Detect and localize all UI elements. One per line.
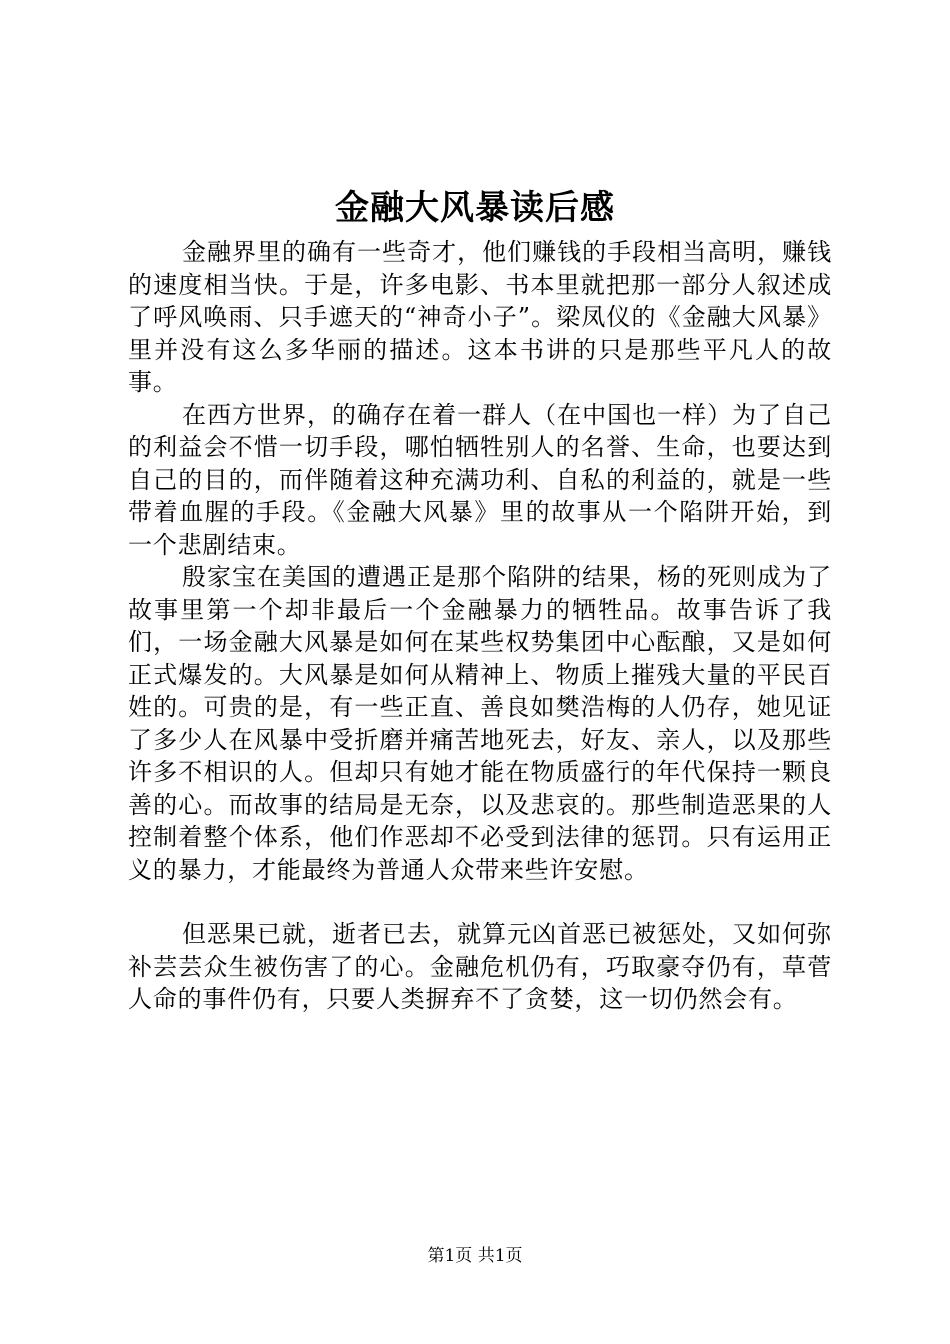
paragraph-4: 但恶果已就，逝者已去，就算元凶首恶已被惩处，又如何弥补芸芸众生被伤害了的心。金融危机仍有，巧取豪夺仍有，草菅人命的事件仍有，只要人类摒弃不了贪婪，这一切仍然会有。 <box>128 920 832 1013</box>
paragraph-1: 金融界里的确有一些奇才，他们赚钱的手段相当高明，赚钱的速度相当快。于是，许多电影、书本里就把那一部分人叙述成了呼风唤雨、只手遮天的“神奇小子”。梁凤仪的《金融大风暴》里并没有这么多华丽的描述。这本书讲的只是那些平凡人的故事。 <box>128 238 832 396</box>
page-footer: 第1页 共1页 <box>427 1246 523 1266</box>
paragraph-spacer <box>128 886 832 918</box>
paragraph-2: 在西方世界，的确存在着一群人（在中国也一样）为了自己的利益会不惜一切手段，哪怕牺牲别人的名誉、生命，也要达到自己的目的，而伴随着这种充满功利、自私的利益的，就是一些带着血腥的手段。《金融大风暴》里的故事从一个陷阱开始，到一个悲剧结束。 <box>128 400 832 559</box>
document-title: 金融大风暴读后感 <box>335 188 615 228</box>
paragraph-3: 殷家宝在美国的遭遇正是那个陷阱的结果，杨的死则成为了故事里第一个却非最后一个金融暴力的牺牲品。故事告诉了我们，一场金融大风暴是如何在某些权势集团中心酝酿，又是如何正式爆发的。大风暴是如何从精神上、物质上摧残大量的平民百姓的。可贵的是，有一些正直、善良如樊浩梅的人仍存，她见证了多少人在风暴中受折磨并痛苦地死去，好友、亲人，以及那些许多不相识的人。但却只有她才能在物质盛行的年代保持一颗良善的心。而故事的结局是无奈，以及悲哀的。那些制造恶果的人控制着整个体系，他们作恶却不必受到法律的惩罚。只有运用正义的暴力，才能最终为普通人众带来些许安慰。 <box>128 563 832 884</box>
document-body <box>128 236 832 1016</box>
